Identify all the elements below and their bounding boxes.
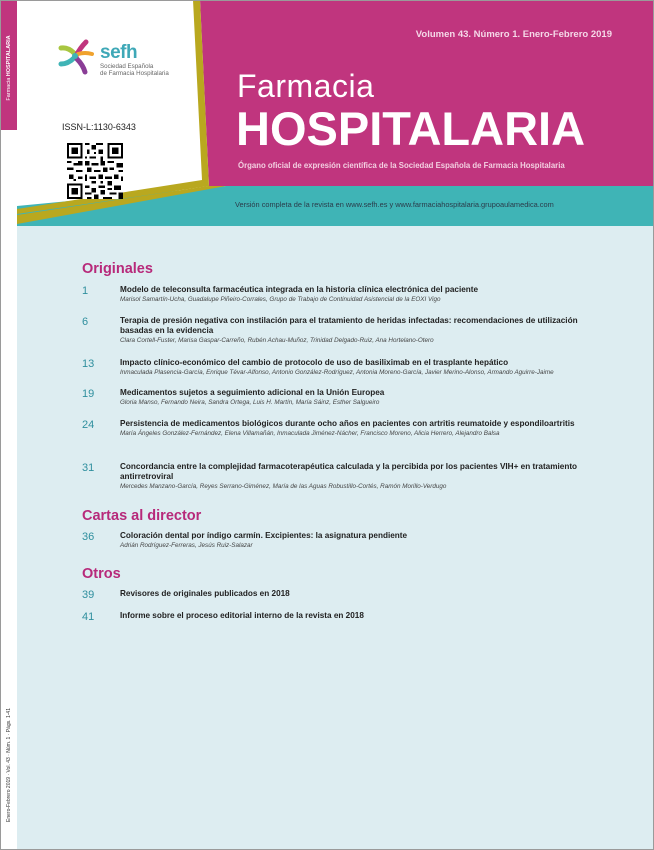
toc-article-title: Persistencia de medicamentos biológicos durante ocho años en pacientes con artritis reumatoide y espondiloartritis <box>120 419 575 428</box>
toc-entry[interactable] <box>82 358 582 377</box>
toc-entry[interactable] <box>82 531 582 550</box>
journal-title-farmacia: Farmacia <box>237 68 375 104</box>
section-title-originales: Originales <box>82 261 153 277</box>
toc-article-title: Coloración dental por índigo carmín. Excipientes: la asignatura pendiente <box>120 531 408 540</box>
toc-article-title: Informe sobre el proceso editorial interno de la revista en 2018 <box>120 611 364 620</box>
toc-article-authors: Gloria Manso, Fernando Neira, Sandra Ortega, Luis H. Martín, María Sáinz, Esther Salgueiro <box>120 399 380 406</box>
toc-page-number: 24 <box>82 419 95 431</box>
toc-page-number: 36 <box>82 531 95 543</box>
toc-article-title: Modelo de teleconsulta farmacéutica integrada en la historia clínica electrónica del paciente <box>120 285 479 294</box>
spine-journal-title: Farmacia HOSPITALARIA <box>6 35 12 101</box>
toc-page-number: 39 <box>82 589 95 601</box>
toc-page-number: 6 <box>82 316 89 328</box>
toc-article-authors: Clara Cortell-Fuster, Marisa Gaspar-Carreño, Rubén Achau-Muñoz, Trinidad Delgado-Ruiz, Ana Hortelano-Otero <box>120 337 434 344</box>
toc-article-authors: Marisol Samartín-Ucha, Guadalupe Piñeiro-Corrales, Grupo de Trabajo de Continuidad Asistencial de la EOXI Vigo <box>120 296 441 303</box>
sefh-logo-subtitle: Sociedad Española de Farmacia Hospitalaria <box>100 63 169 77</box>
issue-volume: Volumen 43. Número 1. Enero-Febrero 2019 <box>415 29 612 40</box>
toc-page-number: 31 <box>82 462 95 474</box>
toc-entry[interactable] <box>82 316 582 345</box>
toc-entry[interactable] <box>82 589 582 599</box>
toc-article-authors: María Ángeles González-Fernández, Elena Villamañán, Inmaculada Jiménez-Nácher, Francisco Moreno, Alicia Herrero, Alejandro Balsa <box>120 430 500 437</box>
issn-number: ISSN-L:1130-6343 <box>62 122 136 132</box>
toc-article-authors: Mercedes Manzano-García, Reyes Serrano-Giménez, María de las Aguas Robustillo-Cortés, Ramón Morillo-Verdugo <box>120 483 447 490</box>
toc-article-title: Terapia de presión negativa con instilación para el tratamiento de heridas infectadas: recomendaciones de utilización basadas en la evidencia <box>120 316 578 335</box>
toc-article-authors: Adrián Rodríguez-Ferreras, Jesús Ruiz-Salazar <box>120 542 253 549</box>
website-notice[interactable]: Versión completa de la revista en www.sefh.es y www.farmaciahospitalaria.grupoaulamedica.com <box>235 200 554 209</box>
toc-page-number: 1 <box>82 285 89 297</box>
sefh-logo-name: sefh <box>100 42 138 63</box>
toc-entry[interactable] <box>82 419 582 438</box>
spine-issue-info: Enero-Febrero 2019 · Vol. 43 · Núm. 1 · Págs. 1-41 <box>6 708 12 822</box>
toc-article-title: Revisores de originales publicados en 2018 <box>120 589 290 598</box>
toc-article-authors: Inmaculada Plasencia-García, Enrique Tévar-Alfonso, Antonio González-Rodríguez, Antonia Moreno-García, Javier Merino-Alonso, Armando Aguirre-Jaime <box>120 369 554 376</box>
toc-page-number: 41 <box>82 611 95 623</box>
toc-entry[interactable] <box>82 611 582 621</box>
toc-article-title: Impacto clínico-económico del cambio de protocolo de uso de basiliximab en el trasplante hepático <box>120 358 509 367</box>
journal-title-hospitalaria: HOSPITALARIA <box>236 102 586 155</box>
section-title-cartas: Cartas al director <box>82 508 202 524</box>
journal-subtitle: Órgano oficial de expresión científica de la Sociedad Española de Farmacia Hospitalaria <box>238 161 565 170</box>
sefh-logo-icon <box>52 34 98 78</box>
toc-entry[interactable] <box>82 285 582 304</box>
section-title-otros: Otros <box>82 566 121 582</box>
toc-entry[interactable] <box>82 388 582 407</box>
toc-page-number: 19 <box>82 388 95 400</box>
toc-entry[interactable] <box>82 462 582 491</box>
qr-code-icon[interactable] <box>67 143 123 199</box>
toc-article-title: Concordancia entre la complejidad farmacoterapéutica calculada y la percibida por los pacientes VIH+ en tratamiento antirretroviral <box>120 462 578 481</box>
toc-article-title: Medicamentos sujetos a seguimiento adicional en la Unión Europea <box>120 388 385 397</box>
toc-page-number: 13 <box>82 358 95 370</box>
